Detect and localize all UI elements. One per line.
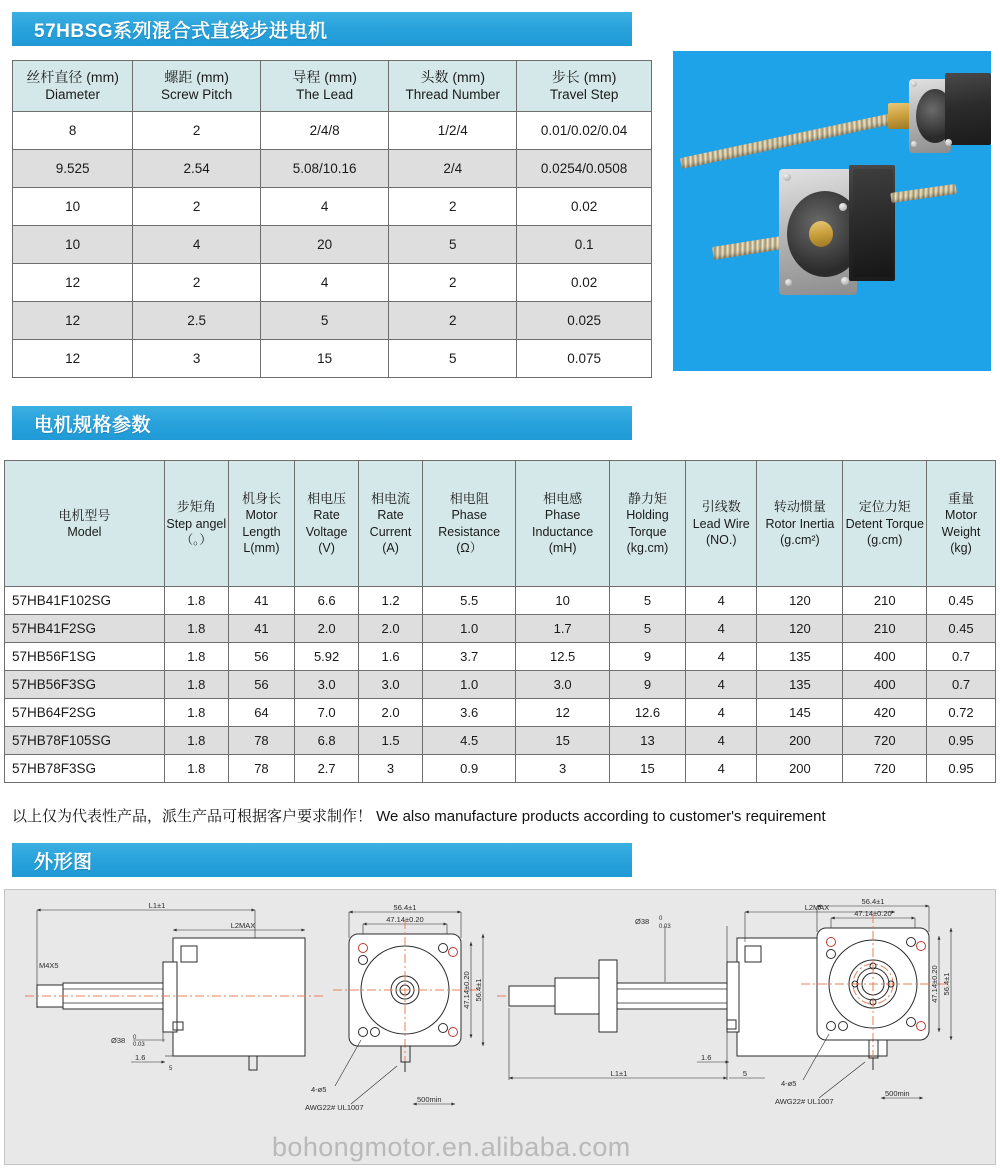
spec-col-header-cn: 定位力矩: [858, 499, 911, 515]
spec-col-header-1: [164, 461, 228, 587]
spec-cell-r4-c10: 420: [843, 699, 927, 727]
dim-5-right: 5: [742, 1069, 748, 1078]
bolt-icon: [839, 203, 847, 211]
dim-outer-right: 56.4±1: [474, 978, 483, 1002]
screw-col-header-2: [260, 61, 388, 112]
spec-col-header-3: [295, 461, 359, 587]
spec-cell-r2-c2: 56: [228, 643, 294, 671]
spec-model-cell: 57HB64F2SG: [5, 699, 165, 727]
screw-cell-r2-c1: 2: [133, 188, 261, 226]
screw-cell-r1-c3: 2/4: [389, 150, 517, 188]
spec-cell-r2-c7: 9: [609, 643, 685, 671]
screw-cell-r3-c0: 10: [13, 226, 133, 264]
spec-cell-r2-c3: 5.92: [295, 643, 359, 671]
spec-col-header-en: Step angel: [166, 516, 227, 531]
manufacture-note: 以上仅为代表性产品，派生产品可根据客户要求制作！ We also manufacture products according to customer's requirement: [12, 808, 826, 825]
outline-drawing-panel: [4, 889, 996, 1165]
spec-cell-r4-c3: 7.0: [295, 699, 359, 727]
spec-cell-r5-c11: 0.95: [927, 727, 996, 755]
spec-cell-r3-c6: 3.0: [516, 671, 609, 699]
spec-model-cell: 57HB78F105SG: [5, 727, 165, 755]
dim-outer-top: 56.4±1: [393, 903, 417, 912]
spec-cell-r6-c3: 2.7: [295, 755, 359, 783]
spec-col-header-en: Motor Weight: [941, 508, 981, 539]
screw-cell-r5-c3: 2: [389, 302, 517, 340]
screw-cell-r5-c1: 2.5: [133, 302, 261, 340]
motor-body-upper: [945, 73, 991, 145]
screw-cell-r4-c4: 0.02: [517, 264, 652, 302]
spec-model-cell: 57HB41F102SG: [5, 587, 165, 615]
spec-cell-r5-c1: 1.8: [164, 727, 228, 755]
spec-col-header-cn: 相电流: [371, 491, 411, 507]
spec-col-header-4: [359, 461, 423, 587]
dim-inner-right: 47.14±0.20: [462, 971, 471, 1009]
spec-cell-r1-c2: 41: [228, 615, 294, 643]
table-row: [5, 615, 996, 643]
screw-cell-r0-c0: 8: [13, 112, 133, 150]
spec-cell-r4-c1: 1.8: [164, 699, 228, 727]
dim-outer-right-2: 56.4±1: [942, 972, 951, 996]
spec-cell-r5-c9: 200: [757, 727, 843, 755]
dim-l1-2: L1±1: [610, 1069, 628, 1078]
screw-cell-r3-c1: 4: [133, 226, 261, 264]
table-row: [13, 112, 652, 150]
spec-cell-r1-c4: 2.0: [359, 615, 423, 643]
table-row: [13, 340, 652, 378]
screw-cell-r5-c4: 0.025: [517, 302, 652, 340]
table-row: [5, 587, 996, 615]
spec-cell-r0-c5: 5.5: [422, 587, 515, 615]
spec-col-header-cn: 相电压: [307, 491, 347, 507]
dim-inner-top: 47.14±0.20: [386, 915, 424, 924]
spec-col-header-11: [927, 461, 996, 587]
screw-col-header-en: Thread Number: [405, 87, 500, 103]
spec-cell-r3-c4: 3.0: [359, 671, 423, 699]
spec-col-header-cn: 相电感: [543, 491, 583, 507]
section-header-screw-label: 57HBSG系列混合式直线步进电机: [34, 20, 328, 42]
dim-m4x5: M4X5: [39, 961, 59, 970]
spec-col-header-en: Rate Voltage: [305, 508, 348, 539]
screw-col-header-cn: 头数 (mm): [420, 69, 485, 85]
spec-cell-r0-c3: 6.6: [295, 587, 359, 615]
screw-col-header-3: [389, 61, 517, 112]
spec-cell-r3-c7: 9: [609, 671, 685, 699]
spec-col-header-en: Rotor Inertia: [765, 516, 835, 531]
section-header-spec: [12, 406, 632, 440]
spec-cell-r4-c7: 12.6: [609, 699, 685, 727]
spec-col-header-en: Holding Torque: [626, 508, 669, 539]
spec-col-header-unit: (V): [318, 541, 335, 556]
drawing-view-1-side: [25, 901, 325, 1072]
bolt-icon: [945, 139, 952, 146]
spec-col-header-unit: (A): [382, 541, 399, 556]
spec-cell-r2-c11: 0.7: [927, 643, 996, 671]
spec-model-cell: 57HB56F1SG: [5, 643, 165, 671]
spec-col-header-en: Lead Wire: [692, 516, 750, 531]
screw-cell-r6-c0: 12: [13, 340, 133, 378]
screw-cell-r2-c2: 4: [260, 188, 388, 226]
spec-cell-r1-c3: 2.0: [295, 615, 359, 643]
dim-dia38-tol-top: 0: [133, 1035, 137, 1041]
spec-col-header-8: [686, 461, 757, 587]
spec-cell-r0-c9: 120: [757, 587, 843, 615]
screw-cell-r2-c0: 10: [13, 188, 133, 226]
spec-cell-r3-c3: 3.0: [295, 671, 359, 699]
screw-col-header-0: [13, 61, 133, 112]
spec-cell-r1-c1: 1.8: [164, 615, 228, 643]
spec-col-header-unit: （。）: [180, 533, 212, 548]
screw-spec-table: [12, 60, 652, 378]
spec-table-head: [5, 461, 996, 587]
table-row: [5, 643, 996, 671]
screw-table-body: [13, 112, 652, 378]
spec-cell-r5-c4: 1.5: [359, 727, 423, 755]
screw-cell-r5-c2: 5: [260, 302, 388, 340]
screw-col-header-en: Screw Pitch: [160, 87, 233, 103]
lead-screw-rod-lower-rear: [890, 184, 957, 203]
screw-cell-r6-c2: 15: [260, 340, 388, 378]
spec-col-header-cn: 重量: [948, 491, 975, 507]
spec-col-header-2: [228, 461, 294, 587]
spec-cell-r3-c11: 0.7: [927, 671, 996, 699]
screw-cell-r1-c2: 5.08/10.16: [260, 150, 388, 188]
spec-cell-r1-c6: 1.7: [516, 615, 609, 643]
spec-col-header-unit: (g.cm): [867, 533, 903, 548]
dim-inner-right-2: 47.14±0.20: [930, 965, 939, 1003]
screw-table-head: [13, 61, 652, 112]
screw-col-header-cn: 导程 (mm): [292, 69, 357, 85]
spec-cell-r6-c6: 3: [516, 755, 609, 783]
product-photo: [672, 50, 992, 372]
dim-holes-left: 4-ø5: [311, 1085, 327, 1094]
dim-1-6: 1.6: [135, 1053, 146, 1062]
dim-dia38-2: Ø38: [635, 917, 650, 926]
screw-cell-r1-c4: 0.0254/0.0508: [517, 150, 652, 188]
spec-col-header-cn: 转动惯量: [773, 499, 826, 515]
spec-cell-r6-c8: 4: [686, 755, 757, 783]
spec-col-header-unit: (kg): [950, 541, 972, 556]
spec-cell-r4-c9: 145: [757, 699, 843, 727]
spec-cell-r1-c7: 5: [609, 615, 685, 643]
dim-5-left: 5: [169, 1066, 173, 1072]
lead-screw-rod-upper: [680, 113, 896, 169]
screw-col-header-cn: 螺距 (mm): [164, 69, 229, 85]
screw-col-header-en: Travel Step: [549, 87, 619, 103]
spec-col-header-cn: 静力矩: [627, 491, 667, 507]
spec-cell-r2-c6: 12.5: [516, 643, 609, 671]
dim-l1: L1±1: [148, 901, 166, 910]
spec-cell-r1-c5: 1.0: [422, 615, 515, 643]
screw-cell-r6-c3: 5: [389, 340, 517, 378]
dim-wirelen-right: 500min: [885, 1089, 910, 1098]
spec-cell-r5-c5: 4.5: [422, 727, 515, 755]
spec-cell-r1-c11: 0.45: [927, 615, 996, 643]
spec-cell-r0-c10: 210: [843, 587, 927, 615]
spec-col-header-9: [757, 461, 843, 587]
table-row: [5, 671, 996, 699]
spec-cell-r4-c5: 3.6: [422, 699, 515, 727]
screw-cell-r4-c2: 4: [260, 264, 388, 302]
dim-holes-right: 4-ø5: [781, 1079, 797, 1088]
screw-cell-r1-c1: 2.54: [133, 150, 261, 188]
spec-cell-r3-c1: 1.8: [164, 671, 228, 699]
spec-col-header-7: [609, 461, 685, 587]
spec-col-header-cn: 机身长: [241, 491, 281, 507]
spec-cell-r2-c9: 135: [757, 643, 843, 671]
spec-col-header-cn: 相电阻: [449, 491, 489, 507]
spec-cell-r2-c5: 3.7: [422, 643, 515, 671]
screw-cell-r3-c3: 5: [389, 226, 517, 264]
dim-inner-top-2: 47.14±0.20: [854, 909, 892, 918]
spec-col-header-cn: 引线数: [701, 499, 741, 515]
spec-cell-r0-c1: 1.8: [164, 587, 228, 615]
dim-l2max-2: L2MAX: [804, 903, 830, 912]
table-row: [13, 150, 652, 188]
screw-table-header-row: [13, 61, 652, 112]
spec-model-cell: 57HB78F3SG: [5, 755, 165, 783]
spec-cell-r2-c8: 4: [686, 643, 757, 671]
dim-wirelen-left: 500min: [417, 1095, 442, 1104]
spec-cell-r4-c11: 0.72: [927, 699, 996, 727]
screw-cell-r5-c0: 12: [13, 302, 133, 340]
spec-col-header-unit: (kg.cm): [626, 541, 669, 556]
section-header-drawing-label: 外形图: [34, 851, 93, 873]
outline-drawing-svg: [5, 890, 996, 1165]
screw-cell-r3-c4: 0.1: [517, 226, 652, 264]
spec-col-header-unit: (NO.): [705, 533, 737, 548]
spec-col-header-en: Phase Inductance: [532, 508, 594, 539]
spec-col-header-cn: 电机型号: [58, 507, 111, 523]
bolt-icon: [911, 81, 917, 87]
spec-cell-r0-c11: 0.45: [927, 587, 996, 615]
spec-cell-r5-c7: 13: [609, 727, 685, 755]
bolt-icon: [783, 173, 791, 181]
drawing-view-2-front: [305, 903, 483, 1112]
spec-table-header-row: [5, 461, 996, 587]
spec-cell-r1-c8: 4: [686, 615, 757, 643]
screw-cell-r2-c3: 2: [389, 188, 517, 226]
spec-cell-r0-c7: 5: [609, 587, 685, 615]
screw-cell-r0-c4: 0.01/0.02/0.04: [517, 112, 652, 150]
dim-dia38: Ø38: [111, 1036, 126, 1045]
dim-dia38-tol-top-2: 0: [659, 916, 663, 922]
dim-dia38-tol-bot: 0.03: [133, 1042, 145, 1048]
spec-cell-r0-c6: 10: [516, 587, 609, 615]
bolt-icon: [785, 279, 792, 286]
spec-cell-r3-c8: 4: [686, 671, 757, 699]
spec-col-header-10: [843, 461, 927, 587]
screw-cell-r0-c3: 1/2/4: [389, 112, 517, 150]
screw-col-header-cn: 丝杆直径 (mm): [26, 69, 119, 85]
screw-cell-r4-c0: 12: [13, 264, 133, 302]
spec-cell-r2-c1: 1.8: [164, 643, 228, 671]
screw-cell-r3-c2: 20: [260, 226, 388, 264]
screw-cell-r0-c1: 2: [133, 112, 261, 150]
spec-col-header-unit: (mH): [548, 541, 577, 556]
site-watermark: bohongmotor.en.alibaba.com: [272, 1132, 631, 1162]
screw-cell-r4-c1: 2: [133, 264, 261, 302]
spec-col-header-unit: L(mm): [243, 541, 280, 556]
spec-cell-r6-c9: 200: [757, 755, 843, 783]
spec-cell-r1-c9: 120: [757, 615, 843, 643]
motor-spec-table: [4, 460, 996, 783]
bolt-icon: [911, 141, 917, 147]
table-row: [13, 226, 652, 264]
section-header-drawing: [12, 843, 632, 877]
screw-cell-r1-c0: 9.525: [13, 150, 133, 188]
spec-cell-r5-c8: 4: [686, 727, 757, 755]
spec-col-header-en: Detent Torque: [845, 516, 924, 531]
spec-col-header-0: [5, 461, 165, 587]
dim-dia38-tol-bot-2: 0.03: [659, 924, 671, 930]
spec-col-header-cn: 步矩角: [176, 499, 216, 515]
spec-cell-r0-c2: 41: [228, 587, 294, 615]
spec-col-header-5: [422, 461, 515, 587]
spec-cell-r3-c2: 56: [228, 671, 294, 699]
spec-cell-r0-c8: 4: [686, 587, 757, 615]
table-row: [13, 302, 652, 340]
spec-cell-r6-c2: 78: [228, 755, 294, 783]
section-header-screw: [12, 12, 632, 46]
spec-cell-r3-c5: 1.0: [422, 671, 515, 699]
spec-col-header-en: Rate Current: [369, 508, 412, 539]
spec-cell-r4-c2: 64: [228, 699, 294, 727]
dim-wire-right: AWG22# UL1007: [775, 1097, 834, 1106]
screw-cell-r0-c2: 2/4/8: [260, 112, 388, 150]
spec-model-cell: 57HB56F3SG: [5, 671, 165, 699]
screw-col-header-cn: 步长 (mm): [551, 69, 617, 85]
screw-col-header-en: Diameter: [45, 87, 101, 103]
table-row: [5, 699, 996, 727]
screw-col-header-en: The Lead: [296, 87, 354, 103]
spec-table-body: [5, 587, 996, 783]
dim-l2max: L2MAX: [230, 921, 256, 930]
spec-col-header-en: Model: [67, 524, 102, 539]
spec-cell-r2-c4: 1.6: [359, 643, 423, 671]
table-row: [13, 264, 652, 302]
table-row: [5, 727, 996, 755]
spec-cell-r2-c10: 400: [843, 643, 927, 671]
spec-col-header-en: Phase Resistance: [438, 508, 501, 539]
spec-cell-r0-c4: 1.2: [359, 587, 423, 615]
brass-nut-lower: [809, 221, 833, 247]
spec-cell-r4-c6: 12: [516, 699, 609, 727]
spec-cell-r5-c2: 78: [228, 727, 294, 755]
spec-cell-r6-c7: 15: [609, 755, 685, 783]
screw-cell-r4-c3: 2: [389, 264, 517, 302]
screw-cell-r6-c4: 0.075: [517, 340, 652, 378]
spec-cell-r5-c10: 720: [843, 727, 927, 755]
spec-cell-r4-c4: 2.0: [359, 699, 423, 727]
spec-cell-r6-c4: 3: [359, 755, 423, 783]
spec-cell-r5-c6: 15: [516, 727, 609, 755]
table-row: [5, 755, 996, 783]
spec-cell-r6-c10: 720: [843, 755, 927, 783]
bolt-icon: [841, 277, 849, 285]
table-row: [13, 188, 652, 226]
spec-col-header-en: Motor Length: [242, 508, 281, 539]
screw-col-header-1: [133, 61, 261, 112]
spec-cell-r3-c10: 400: [843, 671, 927, 699]
dim-wire-left: AWG22# UL1007: [305, 1103, 364, 1112]
spec-cell-r6-c11: 0.95: [927, 755, 996, 783]
screw-cell-r6-c1: 3: [133, 340, 261, 378]
spec-col-header-unit: (g.cm²): [780, 533, 820, 548]
spec-model-cell: 57HB41F2SG: [5, 615, 165, 643]
spec-cell-r6-c5: 0.9: [422, 755, 515, 783]
spec-cell-r4-c8: 4: [686, 699, 757, 727]
spec-cell-r1-c10: 210: [843, 615, 927, 643]
section-header-spec-label: 电机规格参数: [34, 414, 152, 436]
spec-cell-r6-c1: 1.8: [164, 755, 228, 783]
spec-col-header-unit: (Ω）: [456, 541, 483, 556]
spec-col-header-6: [516, 461, 609, 587]
dim-1-6-2: 1.6: [701, 1053, 712, 1062]
dim-outer-top-2: 56.4±1: [861, 897, 885, 906]
screw-col-header-4: [517, 61, 652, 112]
screw-cell-r2-c4: 0.02: [517, 188, 652, 226]
spec-cell-r3-c9: 135: [757, 671, 843, 699]
motor-body-lower-shade: [853, 169, 893, 277]
spec-cell-r5-c3: 6.8: [295, 727, 359, 755]
